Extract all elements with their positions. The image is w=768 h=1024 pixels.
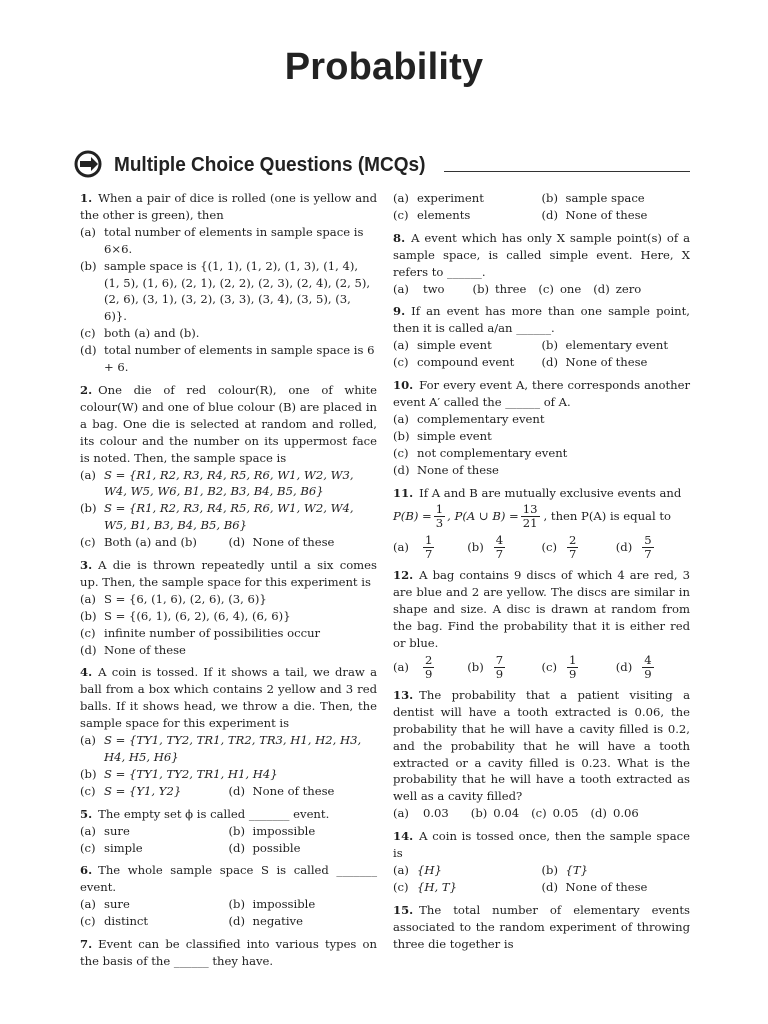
option-b: (b) sample space <box>541 191 645 205</box>
option-d: (d) possible <box>228 840 301 855</box>
question-text: A coin is tossed once, then the sample space is <box>393 829 690 861</box>
question-text: A bag contains 9 discs of which 4 are red, 3 are blue and 2 are yellow. The discs are similar in shape and size. A disc is drawn at random from the bag. Find the probability that it is either red or blue. <box>393 568 690 651</box>
options-ab <box>80 896 377 913</box>
option-a: (a) complementary event <box>393 411 545 426</box>
option-c: (c) distinct <box>80 914 149 929</box>
option-c: (c) simple <box>80 840 143 855</box>
option-c: (c) S = {Y1, Y2} <box>80 783 182 798</box>
option-d: (d) None of these <box>228 783 335 798</box>
option-d: (d) None of these <box>541 207 648 222</box>
option-c: (c) compound event <box>393 355 515 370</box>
option-d: (d) None of these <box>228 535 335 550</box>
section-title: Multiple Choice Questions (MCQs) <box>114 154 426 176</box>
option-a: (a) sure <box>80 897 130 912</box>
options-cd <box>393 354 690 371</box>
option-a: (a) simple event <box>393 338 492 353</box>
option-d: (d) None of these <box>541 355 648 370</box>
option-d: (d) zero <box>593 281 642 296</box>
option-a: (a) {H} <box>393 863 442 877</box>
options-cd <box>393 207 690 224</box>
question-text: The probability that a patient visiting a dentist will have a tooth extracted is 0.06, the probability that he will have a cavity filled is 0.2, and the probability that he will have a tooth extracted or a cavity filled is 0.23. What is the probability that he will have a tooth extracted as well as a cavity filled? <box>393 687 690 804</box>
option-c: (c) $\frac{1}{9}$ <box>541 652 577 681</box>
option-d: (d) None of these <box>541 879 648 894</box>
arrow-circle-icon <box>74 150 104 178</box>
option-a: (a) S = {TY1, TY2, TR1, TR2, TR3, H1, H2, H3, H4, H5, H6} <box>80 733 362 764</box>
question-5 <box>80 806 377 857</box>
section-rule <box>444 171 690 172</box>
question-13 <box>393 687 690 822</box>
question-text: If an event has more than one sample point, then it is called a/an ______. <box>393 304 690 336</box>
option-d: (d) negative <box>228 914 303 929</box>
options-cd <box>393 879 690 896</box>
option-d: (d) $\frac{4}{9}$ <box>615 652 652 681</box>
option-c: (c) Both (a) and (b) <box>80 535 197 550</box>
option-d: (d) 0.06 <box>590 806 639 821</box>
question-8 <box>393 230 690 298</box>
question-text: When a pair of dice is rolled (one is yellow and the other is green), then <box>80 191 377 222</box>
right-column <box>393 190 690 953</box>
option-a: (a) two <box>393 281 445 296</box>
option-b: (b) S = {R1, R2, R3, R4, R5, R6, W1, W2, W4, W5, B1, B3, B4, B5, B6} <box>80 501 354 533</box>
question-14 <box>393 828 690 896</box>
question-text: The total number of elementary events associated to the random experiment of throwing three die together is <box>393 902 690 951</box>
question-number: 15. <box>393 902 414 917</box>
option-b: (b) sample space is {(1, 1), (1, 2), (1, 3), (1, 4), (1, 5), (1, 6), (2, 1), (2, 2), (2, 3), (2, 4), (2, 5), (2, 6), (3, 1), (3, 2), (3, 3), (3, 4), (3, 5), (3, 6)}. <box>80 258 371 324</box>
option-b: (b) S = {(6, 1), (6, 2), (6, 4), (6, 6)} <box>80 608 291 623</box>
option-c: (c) one <box>538 281 582 296</box>
option-c: (c) $\frac{2}{7}$ <box>541 533 577 562</box>
question-number: 7. <box>80 937 93 952</box>
option-a: (a) $\frac{1}{7}$ <box>393 533 433 562</box>
question-number: 1. <box>80 191 93 205</box>
option-b: (b) $\frac{4}{7}$ <box>467 533 504 562</box>
option-a: (a) sure <box>80 823 130 838</box>
question-number: 4. <box>80 665 93 680</box>
question-text: A coin is tossed. If it shows a tail, we draw a ball from a box which contains 2 yellow and 3 red balls. If it shows head, we throw a die. Then, the sample space for this experiment is <box>80 665 377 731</box>
left-column <box>80 190 377 970</box>
option-b: (b) impossible <box>228 897 316 912</box>
option-c: (c) both (a) and (b). <box>80 326 200 341</box>
question-text: The whole sample space S is called _______ event. <box>80 863 377 895</box>
options-cd <box>80 840 377 857</box>
options-ab <box>393 862 690 879</box>
option-b: (b) impossible <box>228 823 316 838</box>
option-b: (b) three <box>472 281 527 296</box>
option-d: (d) None of these <box>393 462 499 477</box>
option-b: (b) simple event <box>393 428 492 443</box>
question-number: 3. <box>80 558 93 573</box>
page-title: Probability <box>284 46 484 88</box>
question-10 <box>393 377 690 478</box>
question-15 <box>393 902 690 953</box>
question-4 <box>80 664 377 799</box>
option-a: (a) 0.03 <box>393 806 449 821</box>
question-3 <box>80 557 377 658</box>
question-text: The empty set ϕ is called _______ event. <box>98 806 330 821</box>
question-7 <box>80 936 377 970</box>
option-d: (d) None of these <box>80 642 186 657</box>
options-cd <box>80 913 377 930</box>
question-text: If A and B are mutually exclusive events and <box>419 485 682 500</box>
option-d: (d) total number of elements in sample space is 6 + 6. <box>80 343 375 375</box>
question-number: 11. <box>393 485 414 500</box>
option-c: (c) 0.05 <box>531 806 579 821</box>
question-text: One die of red colour(R), one of white colour(W) and one of blue colour (B) are placed in a bag. One die is selected at random and rolled, its colour and the number on its uppermost face is noted. Then, the sample space is <box>80 382 377 465</box>
option-c: (c) infinite number of possibilities occur <box>80 625 321 640</box>
question-number: 9. <box>393 304 406 319</box>
section-header <box>74 148 690 178</box>
question-12 <box>393 567 690 681</box>
options-row <box>393 654 690 681</box>
question-2 <box>80 382 377 551</box>
question-number: 8. <box>393 230 406 245</box>
option-b: (b) $\frac{7}{9}$ <box>467 652 504 681</box>
option-b: (b) {T} <box>541 863 588 877</box>
option-c: (c) {H, T} <box>393 879 457 894</box>
options-row <box>393 805 690 822</box>
question-number: 13. <box>393 687 414 702</box>
option-a: (a) experiment <box>393 191 484 205</box>
options-ab <box>80 823 377 840</box>
options-row <box>393 281 690 298</box>
question-number: 5. <box>80 806 93 821</box>
option-a: (a) S = {R1, R2, R3, R4, R5, R6, W1, W2, W3, W4, W5, W6, B1, B2, B3, B4, B5, B6} <box>80 467 354 499</box>
question-text: For every event A, there corresponds another event A′ called the ______ of A. <box>393 378 690 409</box>
option-a: (a) $\frac{2}{9}$ <box>393 652 433 681</box>
options-cd <box>80 534 377 551</box>
option-c: (c) elements <box>393 207 471 222</box>
option-a: (a) S = {6, (1, 6), (2, 6), (3, 6)} <box>80 591 267 606</box>
question-1 <box>80 190 377 376</box>
option-b: (b) S = {TY1, TY2, TR1, H1, H4} <box>80 766 278 781</box>
question-9 <box>393 303 690 371</box>
given-formula: P(B) = $\frac{1}{3}$ , P(A ∪ B) = $\frac{13}{21}$ , then P(A) is equal to <box>393 502 671 531</box>
option-b: (b) 0.04 <box>470 806 520 821</box>
options-ab <box>393 337 690 354</box>
option-b: (b) elementary event <box>541 338 668 353</box>
options-row <box>393 534 690 561</box>
question-number: 12. <box>393 568 414 583</box>
question-number: 6. <box>80 863 93 878</box>
question-text: A die is thrown repeatedly until a six comes up. Then, the sample space for this experiment is <box>80 558 377 589</box>
options-cd <box>80 783 377 800</box>
question-7-options <box>393 190 690 224</box>
question-11 <box>393 485 690 562</box>
question-text: A event which has only X sample point(s) of a sample space, is called simple event. Here, X refers to ______. <box>393 230 690 279</box>
question-number: 2. <box>80 382 93 397</box>
option-d: (d) $\frac{5}{7}$ <box>615 533 652 562</box>
question-text: Event can be classified into various types on the basis of the ______ they have. <box>80 937 377 968</box>
options-ab <box>393 190 690 207</box>
question-number: 14. <box>393 829 414 844</box>
question-number: 10. <box>393 378 414 393</box>
option-a: (a) total number of elements in sample space is 6×6. <box>80 224 364 256</box>
option-c: (c) not complementary event <box>393 445 568 460</box>
question-6 <box>80 862 377 930</box>
